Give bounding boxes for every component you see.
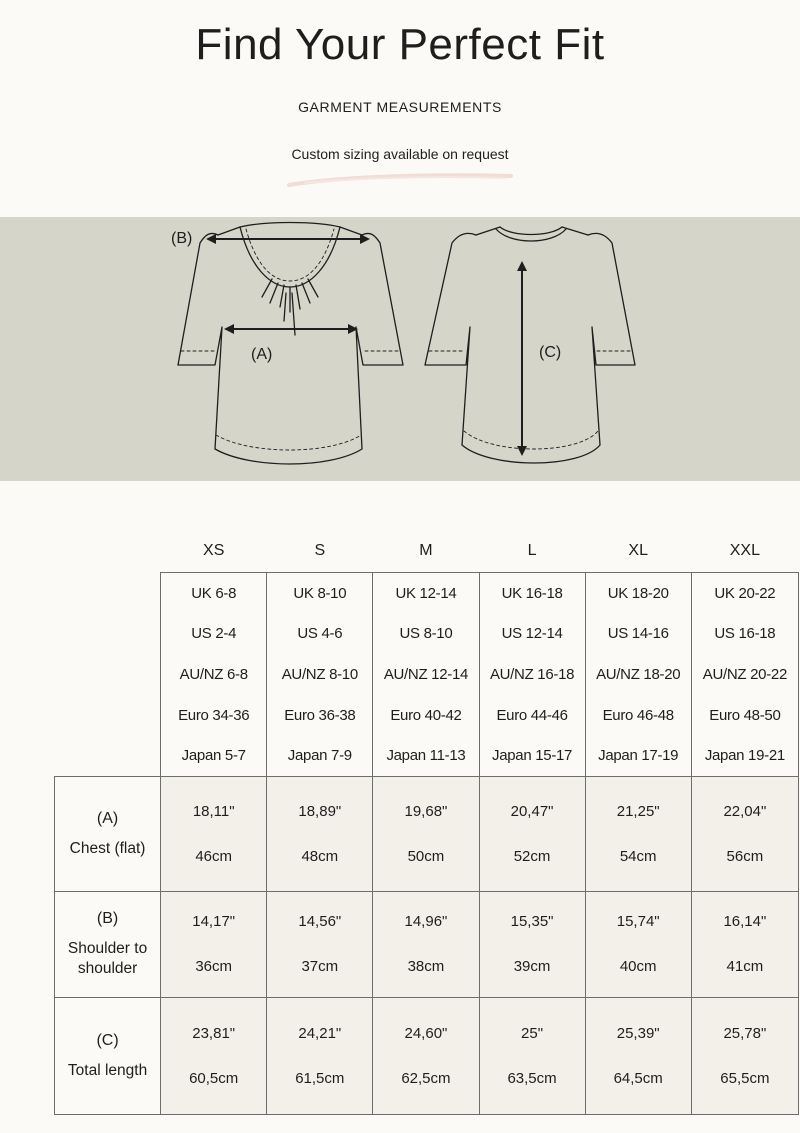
inches-value: 14,96" (404, 913, 448, 931)
inches-value: 25,39" (616, 1024, 660, 1042)
cm-value: 65,5cm (720, 1069, 770, 1087)
cm-value: 41cm (726, 958, 764, 976)
cm-value: 52cm (513, 847, 551, 865)
back-garment-outline (425, 227, 635, 463)
measurement-cell (691, 997, 798, 1114)
front-garment-outline (178, 223, 403, 465)
conversion-cell: US 12-14 (479, 614, 585, 655)
conversion-cell: UK 8-10 (267, 573, 373, 614)
cm-value: 54cm (619, 847, 657, 865)
conversion-cell: AU/NZ 8-10 (267, 654, 373, 695)
measurement-cell (691, 891, 798, 997)
size-header-l: L (527, 542, 537, 559)
cm-value: 56cm (726, 847, 764, 865)
measurement-cell (267, 891, 373, 997)
conversion-cell: Japan 7-9 (267, 735, 373, 776)
size-header-s: S (314, 542, 326, 559)
conversion-row-uk (55, 573, 799, 614)
measurement-cell (161, 776, 267, 891)
conversion-cell: Japan 5-7 (161, 735, 267, 776)
measurement-cell (479, 891, 585, 997)
measurement-label (55, 776, 161, 891)
conversion-cell: UK 16-18 (479, 573, 585, 614)
measurement-cell (585, 997, 691, 1114)
measurement-row-length (55, 997, 799, 1114)
cm-value: 46cm (195, 847, 233, 865)
conversion-cell: AU/NZ 18-20 (585, 654, 691, 695)
measure-arrow-a (224, 324, 358, 334)
measurement-cell (267, 776, 373, 891)
conversion-cell: Euro 36-38 (267, 695, 373, 736)
conversion-cell: Euro 44-46 (479, 695, 585, 736)
inches-value: 25" (521, 1024, 544, 1042)
size-header-m: M (419, 542, 433, 559)
conversion-cell: AU/NZ 16-18 (479, 654, 585, 695)
conversion-cell: US 4-6 (267, 614, 373, 655)
size-header-xs: XS (203, 542, 225, 559)
size-header-row (55, 530, 799, 573)
inches-value: 20,47" (510, 802, 554, 820)
conversion-cell: Euro 34-36 (161, 695, 267, 736)
conversion-cell: US 14-16 (585, 614, 691, 655)
figure-label-a: (A) (251, 346, 273, 363)
header-empty-cell (55, 530, 161, 573)
conversion-cell: AU/NZ 20-22 (691, 654, 798, 695)
cm-value: 38cm (407, 958, 445, 976)
size-header-xxl: XXL (729, 542, 760, 559)
inches-value: 14,17" (192, 913, 236, 931)
inches-value: 22,04" (723, 802, 767, 820)
page-title: Find Your Perfect Fit (195, 20, 605, 69)
measurement-cell (161, 891, 267, 997)
conversion-cell: UK 20-22 (691, 573, 798, 614)
conversion-cell: Euro 40-42 (373, 695, 479, 736)
inches-value: 24,60" (404, 1024, 448, 1042)
cm-value: 50cm (407, 847, 445, 865)
measurement-cell (479, 776, 585, 891)
cm-value: 61,5cm (295, 1069, 345, 1087)
cm-value: 62,5cm (401, 1069, 451, 1087)
cm-value: 37cm (301, 958, 339, 976)
conversion-cell: Japan 17-19 (585, 735, 691, 776)
conversion-row-us (55, 614, 799, 655)
conversion-cell: Euro 46-48 (585, 695, 691, 736)
cm-value: 63,5cm (507, 1069, 557, 1087)
measurement-cell (585, 776, 691, 891)
conversion-cell: Japan 19-21 (691, 735, 798, 776)
inches-value: 23,81" (192, 1024, 236, 1042)
measurement-cell (373, 776, 479, 891)
section-subtitle: GARMENT MEASUREMENTS (298, 99, 502, 115)
measurement-cell (373, 891, 479, 997)
measure-arrow-b (206, 234, 370, 244)
measurement-cell (479, 997, 585, 1114)
inches-value: 18,89" (298, 802, 342, 820)
cm-value: 39cm (513, 958, 551, 976)
conversion-row-euro (55, 695, 799, 736)
cm-value: 48cm (301, 847, 339, 865)
brush-stroke-decoration (285, 168, 515, 190)
conversion-row-aunz (55, 654, 799, 695)
measurement-row-shoulder (55, 891, 799, 997)
measurement-label (55, 997, 161, 1114)
conversion-cell: UK 12-14 (373, 573, 479, 614)
cm-value: 36cm (195, 958, 233, 976)
conversion-cell: UK 18-20 (585, 573, 691, 614)
conversion-row-japan (55, 735, 799, 776)
measurement-cell (373, 997, 479, 1114)
inches-value: 15,35" (510, 913, 554, 931)
conversion-cell: UK 6-8 (161, 573, 267, 614)
figure-label-b: (B) (171, 230, 193, 247)
size-header-xl: XL (628, 542, 648, 559)
inches-value: 18,11" (192, 802, 235, 820)
figure-label-c: (C) (539, 344, 562, 361)
conversion-cell: AU/NZ 12-14 (373, 654, 479, 695)
conversion-cell: Japan 15-17 (479, 735, 585, 776)
measurement-cell (267, 997, 373, 1114)
measurement-code: (A) (96, 809, 119, 827)
measurement-row-chest (55, 776, 799, 891)
custom-sizing-note: Custom sizing available on request (291, 146, 509, 162)
inches-value: 15,74" (616, 913, 660, 931)
measurement-cell (585, 891, 691, 997)
measure-arrow-c (517, 261, 527, 456)
inches-value: 25,78" (723, 1024, 767, 1042)
garment-diagram (0, 217, 800, 481)
conversion-cell: AU/NZ 6-8 (161, 654, 267, 695)
measurement-label (55, 891, 161, 997)
measurement-cell (161, 997, 267, 1114)
inches-value: 21,25" (616, 802, 660, 820)
measurement-name: Chest (flat) (69, 839, 146, 857)
cm-value: 64,5cm (613, 1069, 663, 1087)
conversion-cell: US 16-18 (691, 614, 798, 655)
measurement-cell (691, 776, 798, 891)
inches-value: 16,14" (723, 913, 767, 931)
measurement-code: (B) (96, 910, 119, 928)
conversion-cell: US 2-4 (161, 614, 267, 655)
conversion-cell: Japan 11-13 (373, 735, 479, 776)
measurement-name: Shoulder to shoulder (67, 940, 148, 978)
inches-value: 14,56" (298, 913, 342, 931)
measurement-name: Total length (67, 1061, 148, 1079)
cm-value: 60,5cm (189, 1069, 239, 1087)
garment-diagram-band (0, 217, 800, 481)
conversion-cell: US 8-10 (373, 614, 479, 655)
cm-value: 40cm (619, 958, 657, 976)
inches-value: 19,68" (404, 802, 448, 820)
conversion-cell: Euro 48-50 (691, 695, 798, 736)
measurement-code: (C) (96, 1031, 119, 1049)
inches-value: 24,21" (298, 1024, 342, 1042)
size-chart-table (54, 530, 799, 1115)
